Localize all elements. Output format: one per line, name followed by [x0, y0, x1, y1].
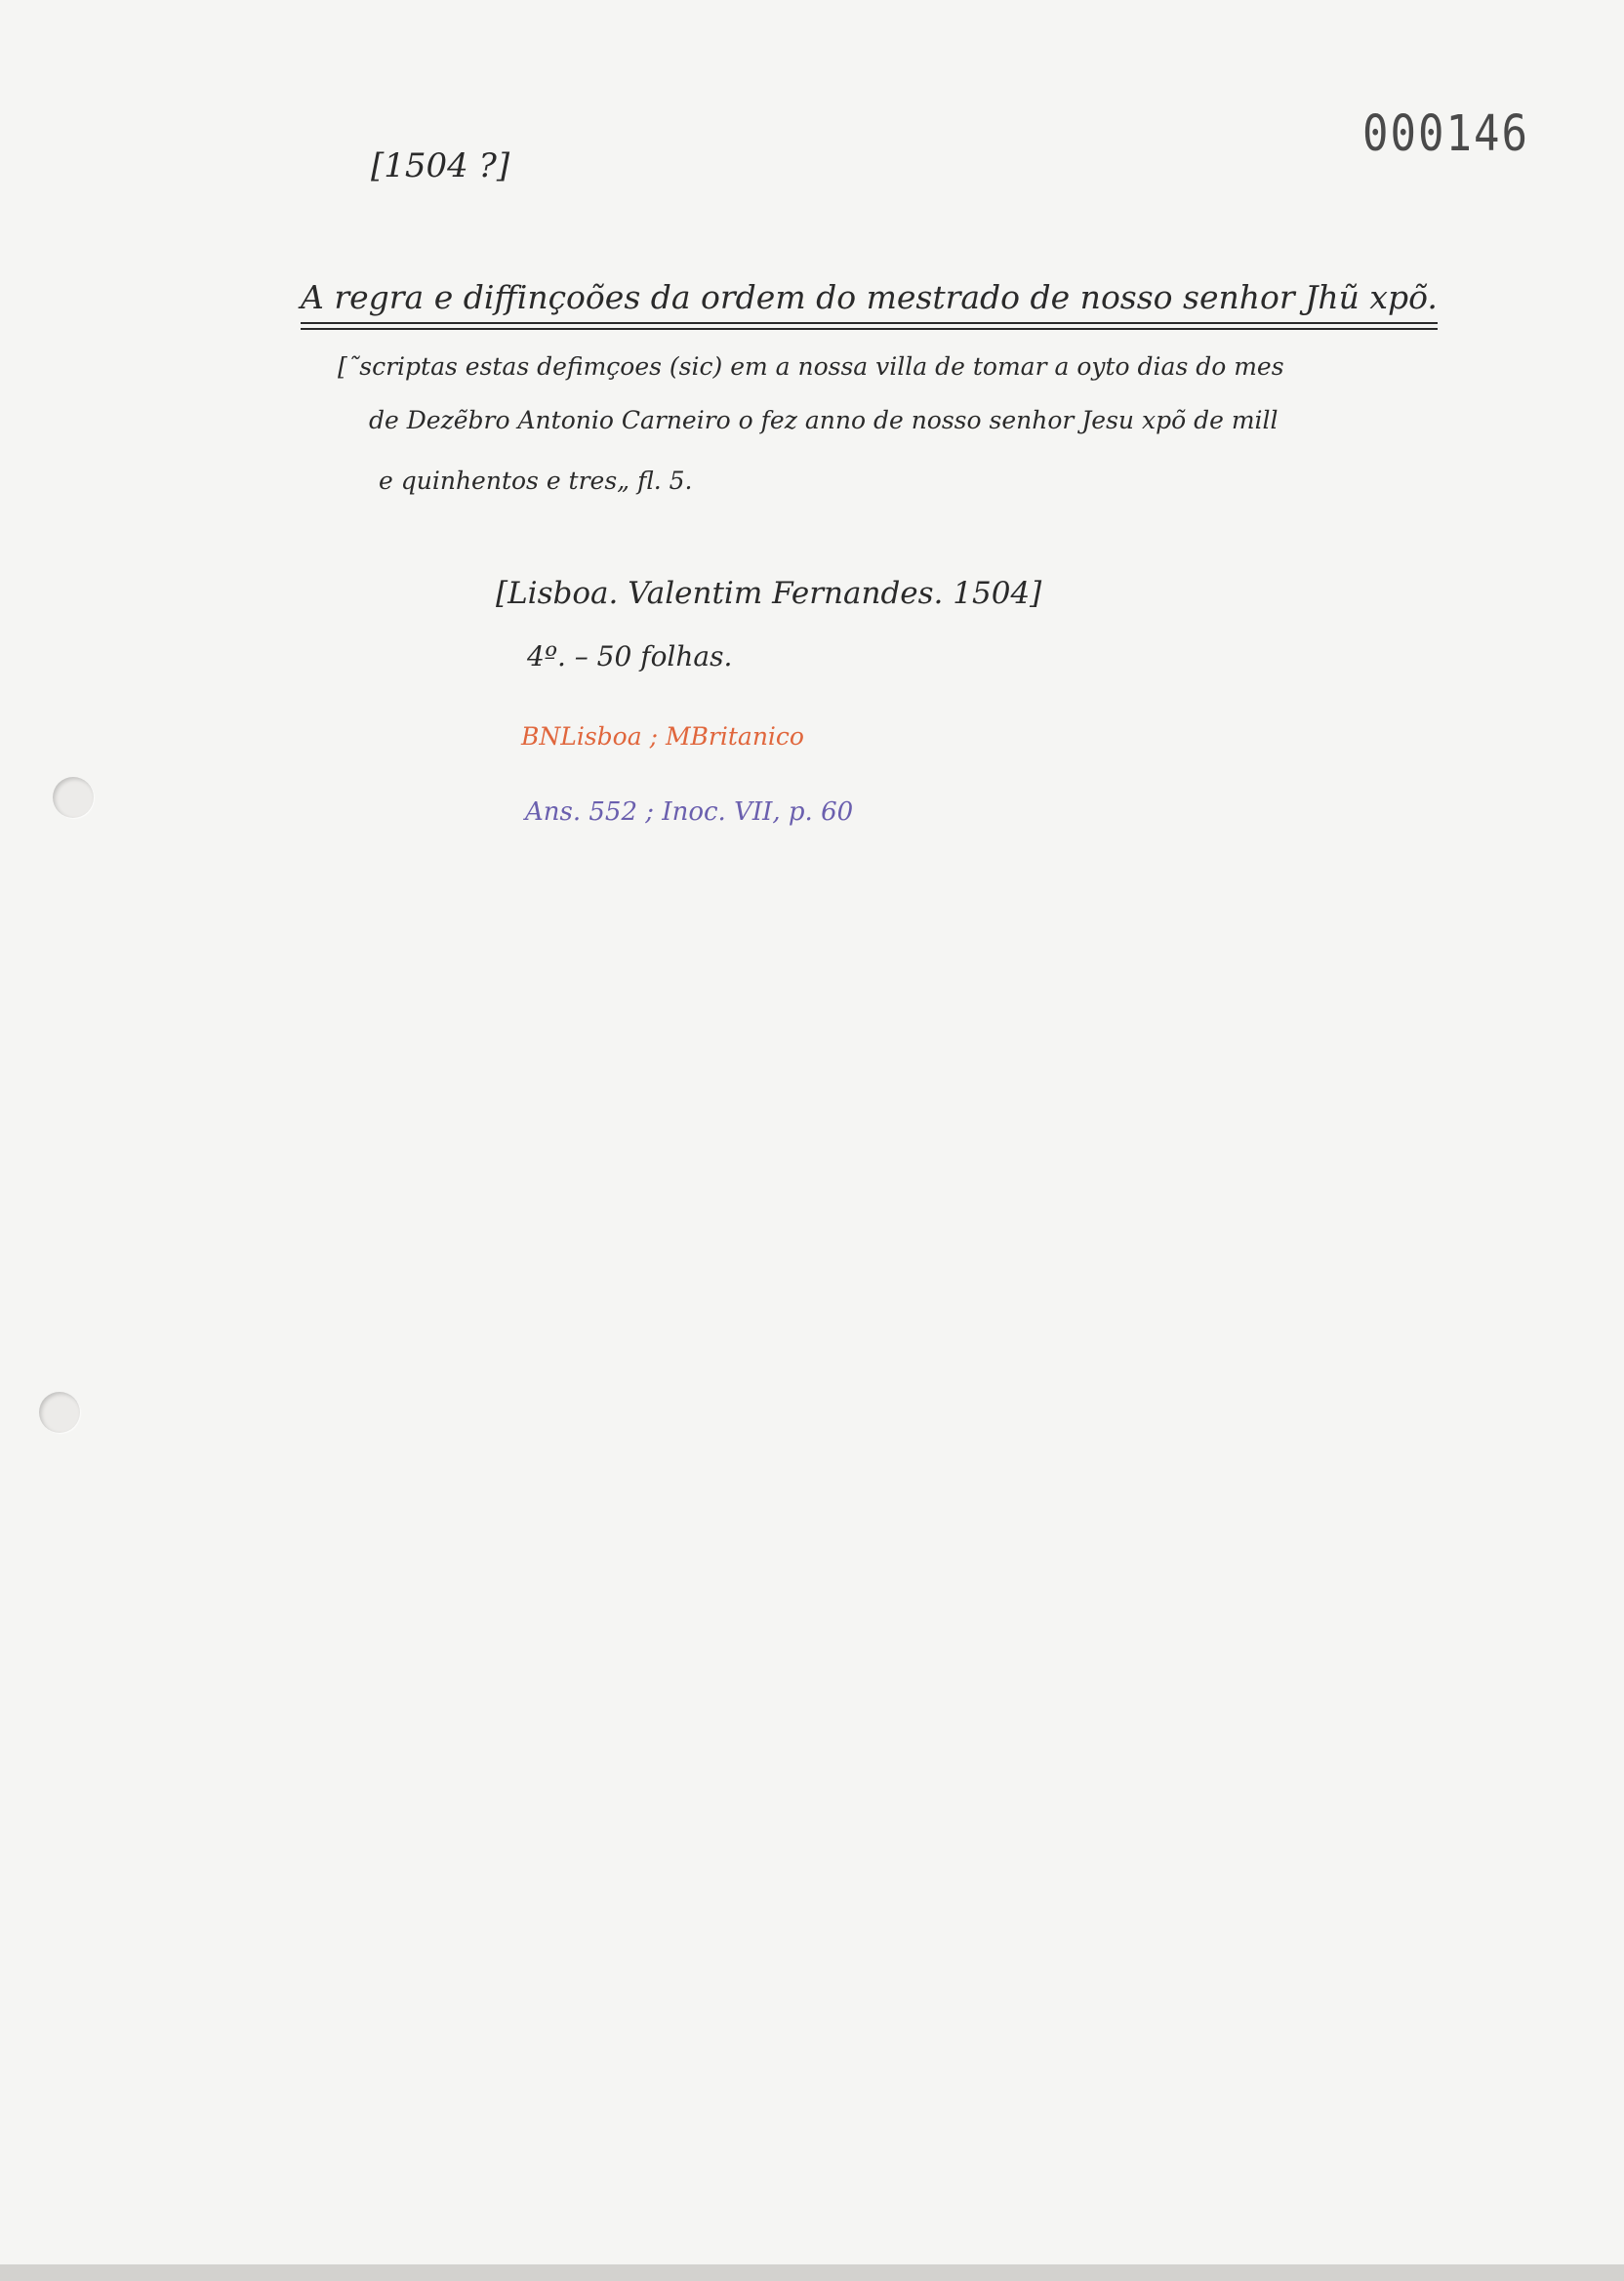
imprint: [Lisboa. Valentim Fernandes. 1504]: [496, 576, 1042, 611]
entry-title: A regra e diffinçoões da ordem do mestrado de nosso senhor Jhũ xpõ.: [301, 278, 1438, 324]
scan-edge: [0, 2264, 1624, 2281]
library-holdings: BNLisboa ; MBritanico: [521, 722, 804, 751]
punch-hole-bottom: [39, 1392, 80, 1433]
colophon-line-2: de Dezẽbro Antonio Carneiro o fez anno de nosso senhor Jesu xpõ de mill: [369, 406, 1279, 434]
date-note: [1504 ?]: [371, 146, 510, 185]
bibliographic-references: Ans. 552 ; Inoc. VII, p. 60: [525, 797, 854, 827]
archive-stamp-number: 000146: [1362, 105, 1529, 163]
colophon-line-3: e quinhentos e tres„ fl. 5.: [379, 467, 693, 495]
punch-hole-top: [53, 777, 94, 818]
format-and-leaves: 4º. – 50 folhas.: [527, 640, 733, 672]
colophon-line-1: [˜scriptas estas defimçoes (sic) em a nossa villa de tomar a oyto dias do mes: [338, 352, 1284, 381]
